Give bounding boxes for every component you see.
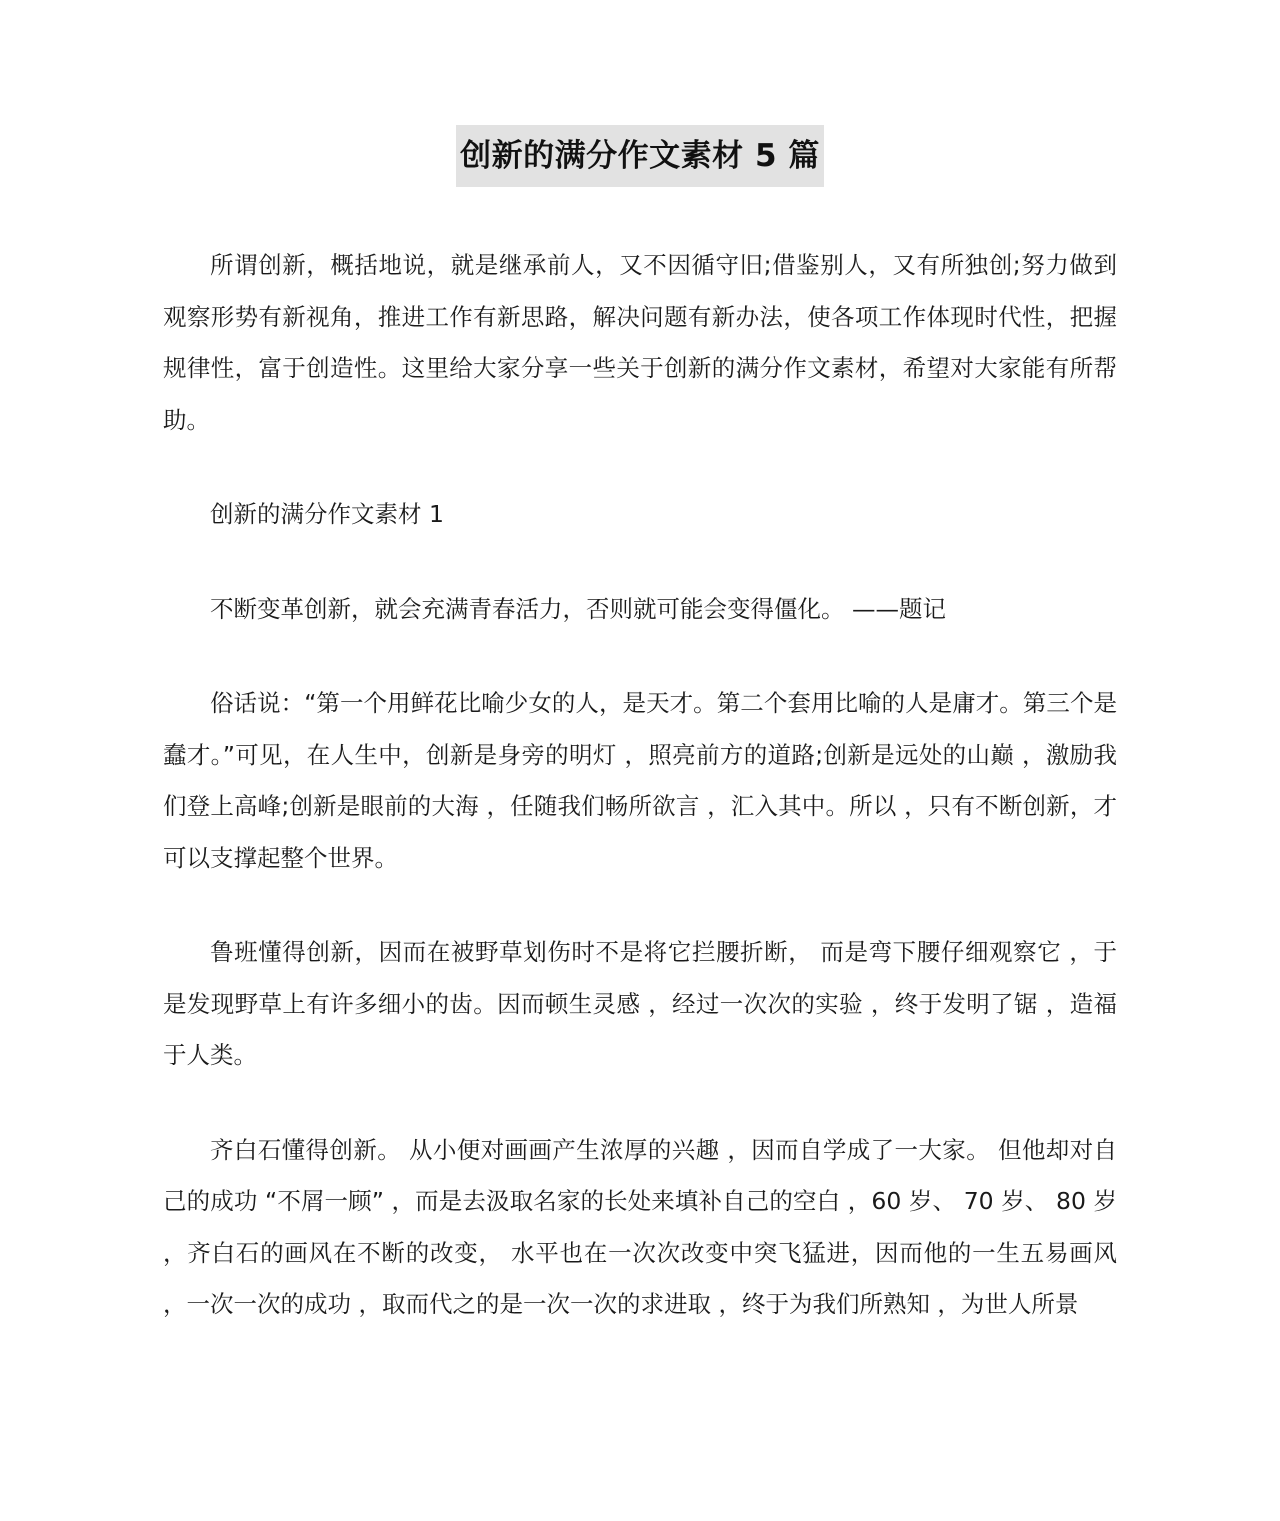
luban-paragraph: 鲁班懂得创新，因而在被野草划伤时不是将它拦腰折断， 而是弯下腰仔细观察它 ，于是发现野草上有许多细小的齿。因而顿生灵感 ，经过一次次的实验 ，终于发明了锯 ，造福于人类。 [163,938,1117,1069]
intro-paragraph: 所谓创新，概括地说，就是继承前人，又不因循守旧;借鉴别人，又有所独创;努力做到观察形势有新视角，推进工作有新思路，解决问题有新办法，使各项工作体现时代性，把握规律性，富于创造性。这里给大家分享一些关于创新的满分作文素材，希望对大家能有所帮助。 [163,251,1117,434]
section-heading: 创新的满分作文素材 1 [210,500,444,528]
document-title: 创新的满分作文素材 5 篇 [456,125,824,187]
qibaishi-paragraph: 齐白石懂得创新。 从小便对画画产生浓厚的兴趣 ，因而自学成了一大家。 但他却对自己的成功 “不屑一顾” ，而是去汲取名家的长处来填补自己的空白 ，60 岁、 70 岁、 80 岁 ，齐白石的画风在不断的改变， 水平也在一次次改变中突飞猛进，因而他的一生五易画风 ，一次一次的成功 ，取而代之的是一次一次的求进取 ，终于为我们所熟知 ，为世人所景 [163,1135,1117,1318]
title-container [0,125,1280,187]
proverb-paragraph: 俗话说：“第一个用鲜花比喻少女的人，是天才。第二个套用比喻的人是庸才。第三个是蠢才。”可见，在人生中，创新是身旁的明灯 ，照亮前方的道路;创新是远处的山巅 ，激励我们登上高峰;创新是眼前的大海 ，任随我们畅所欲言 ，汇入其中。所以 ，只有不断创新，才可以支撑起整个世界。 [163,689,1117,872]
epigraph-paragraph: 不断变革创新，就会充满青春活力，否则就可能会变得僵化。 ——题记 [210,594,946,623]
document-body [163,240,1117,1374]
